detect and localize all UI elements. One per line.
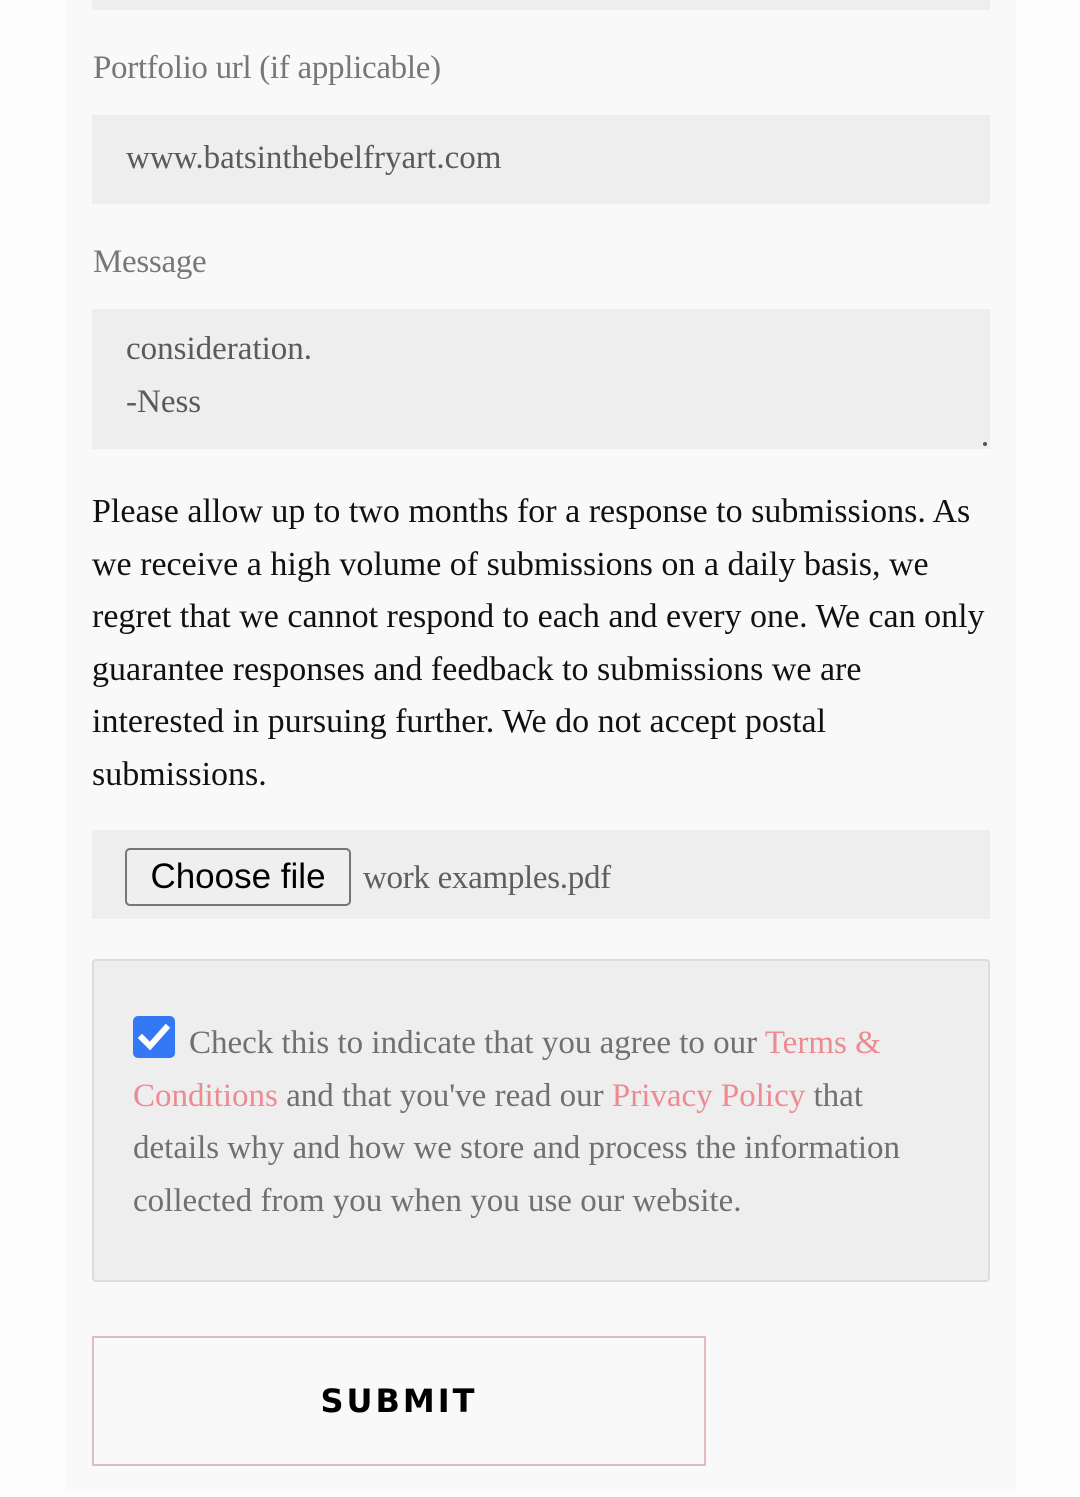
terms-conditions-link[interactable]: Terms & Conditions xyxy=(133,1025,881,1114)
message-line: -Ness xyxy=(126,384,202,420)
choose-file-button[interactable]: Choose file xyxy=(125,848,351,906)
consent-text-middle: and that you've read our xyxy=(277,1077,612,1114)
message-textarea[interactable] xyxy=(92,309,990,449)
consent-text xyxy=(133,1016,943,1227)
submit-button[interactable]: SUBMIT xyxy=(92,1336,706,1466)
resize-handle-icon[interactable] xyxy=(982,441,988,447)
message-line: consideration. xyxy=(126,331,313,367)
submission-notice: Please allow up to two months for a response to submissions. As we receive a high volume of submissions on a daily basis, we regret that we cannot respond to each and every one. We can only guarantee responses and feedback to submissions we are interested in pursuing further. We do not accept postal submissions. xyxy=(92,493,985,793)
message-label: Message xyxy=(93,244,207,280)
selected-file-name: work examples.pdf xyxy=(363,860,611,896)
portfolio-url-value: www.batsinthebelfryart.com xyxy=(126,140,502,176)
consent-text-after: that details why and how we store and process the information collected from you when you use our website. xyxy=(133,1077,901,1219)
consent-text-before: Check this to indicate that you agree to our xyxy=(189,1025,765,1061)
privacy-policy-link[interactable]: Privacy Policy xyxy=(611,1077,806,1114)
consent-checkbox[interactable] xyxy=(133,1016,175,1058)
checkmark-icon xyxy=(133,1016,175,1058)
consent-box xyxy=(92,959,990,1282)
portfolio-url-label: Portfolio url (if applicable) xyxy=(93,50,441,86)
file-upload-field xyxy=(92,830,990,919)
portfolio-url-input[interactable] xyxy=(92,115,990,204)
previous-field-input[interactable] xyxy=(92,0,990,10)
